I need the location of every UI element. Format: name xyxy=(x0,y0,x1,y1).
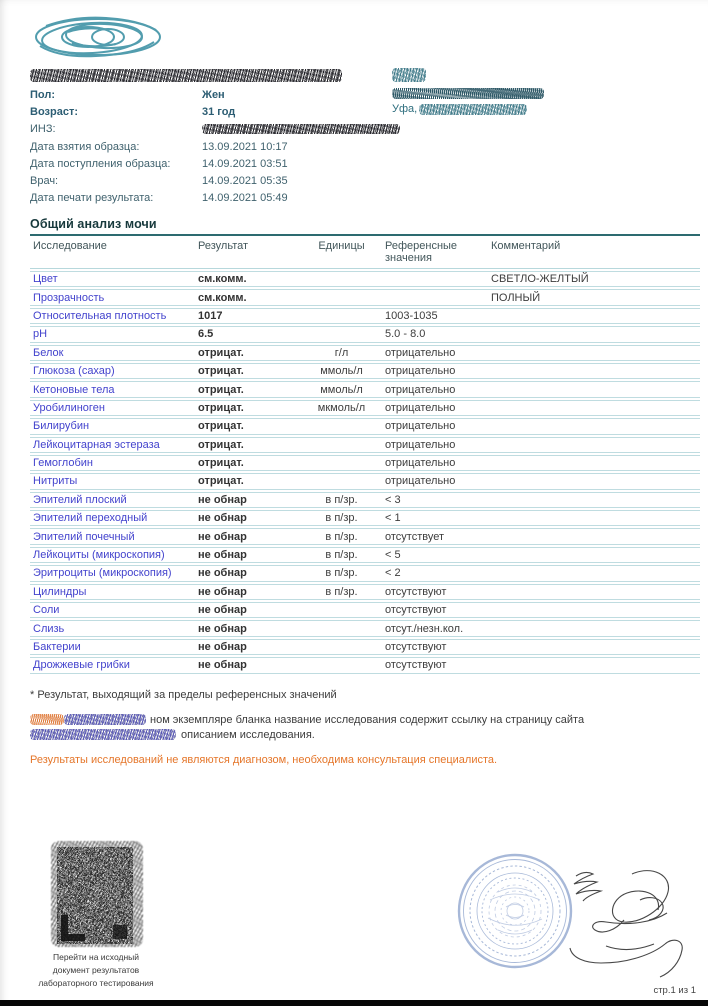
test-reference: отсутствует xyxy=(385,530,445,543)
test-result: не обнар xyxy=(198,567,247,580)
qr-scribble-overlay xyxy=(51,841,143,947)
test-name-link[interactable]: Глюкоза (сахар) xyxy=(33,365,115,378)
patient-info-label: Дата поступления образца: xyxy=(30,157,171,170)
test-result: отрицат. xyxy=(198,457,244,470)
table-row xyxy=(30,326,700,342)
test-reference: отсутствуют xyxy=(385,585,447,598)
test-name-link[interactable]: Соли xyxy=(33,604,60,617)
patient-info-label: Пол: xyxy=(30,88,56,101)
table-row xyxy=(30,381,700,397)
test-result: отрицат. xyxy=(198,420,244,433)
table-row xyxy=(30,308,700,324)
redacted-clinic-name xyxy=(392,88,544,99)
qr-code-link[interactable] xyxy=(57,847,133,944)
test-result: 6.5 xyxy=(198,328,214,341)
test-name-link[interactable]: Дрожжевые грибки xyxy=(33,659,130,672)
disclaimer-text: Результаты исследований не являются диагнозом, необходима консультация специалиста. xyxy=(30,753,498,766)
test-result: отрицат. xyxy=(198,365,244,378)
test-name-link[interactable]: Эпителий переходный xyxy=(33,512,148,525)
table-row xyxy=(30,547,700,563)
test-name-link[interactable]: Эпителий плоский xyxy=(33,493,127,506)
table-row xyxy=(30,565,700,581)
test-result: не обнар xyxy=(198,585,247,598)
patient-info-row xyxy=(30,103,400,120)
test-result: 1017 xyxy=(198,309,223,322)
test-name-link[interactable]: Цилиндры xyxy=(33,585,87,598)
patient-info-block xyxy=(30,86,400,207)
patient-info-label: Возраст: xyxy=(30,105,78,118)
col-header-test: Исследование xyxy=(33,240,107,252)
patient-info-label: Дата печати результата: xyxy=(30,192,154,205)
test-result: отрицат. xyxy=(198,438,244,451)
col-header-result: Результат xyxy=(198,240,249,252)
test-reference: отрицательно xyxy=(385,457,456,470)
test-reference: < 5 xyxy=(385,549,401,562)
table-row xyxy=(30,473,700,489)
test-result: не обнар xyxy=(198,549,247,562)
results-table-body xyxy=(30,271,700,674)
page-number: стр.1 из 1 xyxy=(653,985,696,996)
test-reference: 5.0 - 8.0 xyxy=(385,328,426,341)
test-reference: отсут./незн.кол. xyxy=(385,622,464,635)
redacted-site-url xyxy=(30,729,176,740)
test-result: не обнар xyxy=(198,622,247,635)
test-units: мкмоль/л xyxy=(317,401,366,414)
scan-bottom-edge xyxy=(0,1000,708,1006)
test-units: в п/зр. xyxy=(325,512,358,525)
table-row xyxy=(30,363,700,379)
table-row xyxy=(30,528,700,544)
test-units: ммоль/л xyxy=(320,365,363,378)
test-reference: отрицательно xyxy=(385,365,456,378)
doctor-signature xyxy=(560,860,700,985)
qr-caption-line3: лабораторного тестирования xyxy=(38,978,154,988)
patient-info-value: 13.09.2021 10:17 xyxy=(202,140,288,153)
test-result: отрицат. xyxy=(198,383,244,396)
test-name-link[interactable]: pH xyxy=(33,328,48,341)
test-reference: 1003-1035 xyxy=(385,309,438,322)
test-reference: отрицательно xyxy=(385,475,456,488)
test-name-link[interactable]: Эпителий почечный xyxy=(33,530,135,543)
table-row xyxy=(30,455,700,471)
test-name-link[interactable]: Белок xyxy=(33,346,64,359)
test-name-link[interactable]: Эритроциты (микроскопия) xyxy=(33,567,172,580)
test-reference: отрицательно xyxy=(385,346,456,359)
patient-info-label: Врач: xyxy=(30,175,59,188)
clinic-info-block xyxy=(392,68,544,116)
test-units: г/л xyxy=(334,346,349,359)
test-result: не обнар xyxy=(198,604,247,617)
patient-info-row xyxy=(30,121,400,138)
patient-info-row xyxy=(30,155,400,172)
test-result: не обнар xyxy=(198,530,247,543)
table-row xyxy=(30,400,700,416)
test-comment: ПОЛНЫЙ xyxy=(491,291,541,304)
table-row xyxy=(30,639,700,655)
test-reference: отрицательно xyxy=(385,438,456,451)
link-note-line2 xyxy=(30,728,700,743)
qr-caption-line1: Перейти на исходный xyxy=(52,952,140,962)
test-result: см.комм. xyxy=(198,273,247,286)
test-name-link[interactable]: Кетоновые тела xyxy=(33,383,115,396)
test-name-link[interactable]: Слизь xyxy=(33,622,65,635)
qr-caption xyxy=(18,951,174,990)
test-result: не обнар xyxy=(198,659,247,672)
test-result: не обнар xyxy=(198,493,247,506)
test-name-link[interactable]: Прозрачность xyxy=(33,291,105,304)
redacted-note-fragment xyxy=(64,714,146,725)
test-name-link[interactable]: Уробилиноген xyxy=(33,401,105,414)
table-row xyxy=(30,345,700,361)
test-result: не обнар xyxy=(198,641,247,653)
qr-caption-line2: документ результатов xyxy=(52,965,140,975)
clinic-city-label: Уфа, xyxy=(392,103,418,115)
col-header-comment: Комментарий xyxy=(491,240,561,252)
test-units: в п/зр. xyxy=(325,549,358,562)
col-header-units: Единицы xyxy=(318,240,365,252)
test-name-link[interactable]: Относительная плотность xyxy=(33,309,167,322)
link-note-line1 xyxy=(30,713,700,728)
test-name-link[interactable]: Нитриты xyxy=(33,475,78,488)
patient-info-row xyxy=(30,138,400,155)
table-row xyxy=(30,418,700,434)
patient-info-value: Жен xyxy=(202,88,225,101)
test-result: не обнар xyxy=(198,512,247,525)
test-reference: < 3 xyxy=(385,493,401,506)
col-header-reference: Референсные значения xyxy=(385,240,458,264)
redacted-patient-name xyxy=(30,69,342,82)
table-row xyxy=(30,510,700,526)
redacted-clinic-logo-text xyxy=(392,68,426,82)
results-section xyxy=(30,217,700,766)
patient-info-label: Дата взятия образца: xyxy=(30,140,140,153)
test-reference: отрицательно xyxy=(385,420,456,433)
test-units: ммоль/л xyxy=(320,383,363,396)
redacted-clinic-address xyxy=(419,104,527,115)
table-row xyxy=(30,492,700,508)
reference-asterisk-note: * Результат, выходящий за пределы референсных значений xyxy=(30,688,337,701)
test-reference: отсутствуют xyxy=(385,641,447,653)
test-name-link[interactable]: Лейкоцитарная эстераза xyxy=(33,438,160,451)
test-result: см.комм. xyxy=(198,291,247,304)
test-units: в п/зр. xyxy=(325,585,358,598)
test-result: отрицат. xyxy=(198,401,244,414)
test-reference: отрицательно xyxy=(385,401,456,414)
test-units: в п/зр. xyxy=(325,567,358,580)
patient-info-row xyxy=(30,190,400,207)
table-row xyxy=(30,271,700,287)
test-units: в п/зр. xyxy=(325,530,358,543)
test-name-link[interactable]: Лейкоциты (микроскопия) xyxy=(33,549,165,562)
redacted-note-fragment-orange xyxy=(30,714,64,725)
link-note-text2: описанием исследования. xyxy=(181,728,315,741)
report-title: Общий анализ мочи xyxy=(30,217,700,236)
test-name-link[interactable]: Бактерии xyxy=(33,641,81,653)
test-reference: отсутствуют xyxy=(385,604,447,617)
patient-info-value: 31 год xyxy=(202,105,236,118)
patient-info-value xyxy=(202,124,400,134)
link-note-text1: ном экземпляре бланка название исследования содержит ссылку на страницу сайта xyxy=(150,713,585,726)
table-row xyxy=(30,584,700,600)
test-comment: СВЕТЛО-ЖЕЛТЫЙ xyxy=(491,273,589,286)
test-name-link[interactable]: Билирубин xyxy=(33,420,90,433)
test-name-link[interactable]: Гемоглобин xyxy=(33,457,93,470)
table-row xyxy=(30,289,700,305)
patient-info-value: 14.09.2021 05:35 xyxy=(202,175,288,188)
patient-info-row xyxy=(30,172,400,189)
test-reference: отрицательно xyxy=(385,383,456,396)
test-result: отрицат. xyxy=(198,475,244,488)
patient-info-label: ИНЗ: xyxy=(30,123,56,136)
patient-info-value: 14.09.2021 03:51 xyxy=(202,157,288,170)
table-row xyxy=(30,437,700,453)
patient-info-value: 14.09.2021 05:49 xyxy=(202,192,288,205)
clinic-round-stamp xyxy=(456,852,574,975)
patient-info-row xyxy=(30,86,400,103)
test-reference: отсутствуют xyxy=(385,659,447,672)
lab-logo-scribble xyxy=(32,10,164,65)
table-row xyxy=(30,657,700,673)
test-reference: < 2 xyxy=(385,567,401,580)
test-result: отрицат. xyxy=(198,346,244,359)
test-name-link[interactable]: Цвет xyxy=(33,273,58,286)
test-reference: < 1 xyxy=(385,512,401,525)
table-row xyxy=(30,602,700,618)
test-units: в п/зр. xyxy=(325,493,358,506)
table-header-row xyxy=(30,236,700,269)
footnotes-block xyxy=(30,689,700,766)
table-row xyxy=(30,620,700,636)
